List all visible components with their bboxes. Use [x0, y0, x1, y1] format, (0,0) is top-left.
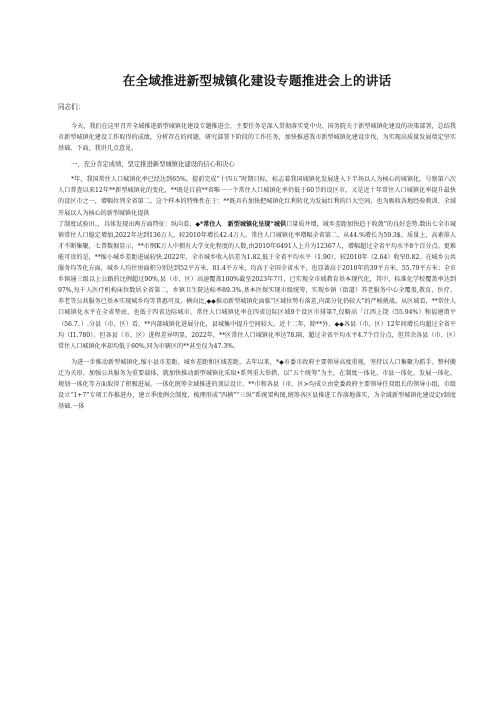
- paragraph-3: 为进一步推动新型城镇化.缩小县市差距、城乡差距和区域差距，去年以来，*◆市委市政府主要领导高度重视，坚持以人口集聚为抓手、整村搬迁为关形、加强公共服务为重要载体，就加快推动新型城镇化采取•系列重大举措，以“五个统筹”为主，在制度一体化、市县一体化、发展一体化、规划一体化等方面取得了积极进展。一体化统筹全域推进的顶层设计。**市和各县（市、区>均成立由党委政府主要领导任双组长的领导小组，市级设立“1+7”专项工作推进办，建立季度例会制度，梳理形成“四横”“三纵”系统架构图,统筹各区县推进工作落地落实，为全域新型城镇化建设定r制度基础.一体: [58, 358, 456, 411]
- paragraph-2-body: 口量质并增，城乡差距加快趋于收敛”的良好态势.数出七全市城镇常住人口稳定增加,2022年达到136万人，较2010年增长42.4万人。常住人口城镇化率增幅全省第二，从44.%增长为59.3$。质量上，高素俳人才不断集聚，七普数据显示，**市悯K万人中拥有大学文化程度的人数,由2010年6491人上升为12367人，增幅超过全省平均水平8个百分点。更难能可贵的是，**缩小城乡差距进展较快.2022年，全市城乡收入倍差为1.82,低于全省平均水平（1.90），较2010年（2.64）收窄0.82。在城乡公共服务均等化方面，城乡人均住房面积分别达到52平方米、81.4平方米，均高于全国全省水平，也显著高于2010年的39平方米、55.79平方米；全市乡镇通三级以上公路的比例超过90%,县（市、区）高速覆盖100%截至2023年7月，已实现全市域教育基本现代化，其中，标准化学校覆盖率达到97%,每千人医疗机构床位数居全省第二，乡镇卫生院达标率89.3%,基本医保实现市级统筹，实现乡镇（街道）养老服务中心全覆盖,教育、医疗、养老等公共服务已基本实现城乡均等普惠可及。横向比,◆◆推动新型城镇化面临“区域位势有落差,内部分化仍较大”的严峻挑战。从区域看，**常住人口城镇化水平在全省垫底，也低于四省边际城市，常住人口城镇化率在四省边际区域9个设区市排第7,仅略高「江西上饶（55.94%）和福建莆平（56.7。）.分县（市、区）看，**内部城镇化进展分化，县城集中提升空间较大。近十二年，除**外，◆◆各县（市、区）12年间增长均超过全省平均（I1.780）。但各县（市、区）进程差异明显，2022年，**区常住人口城镇化率达78.隔，超过全省平均水平4.7个百分点，但其余各县（市、区）常住人口城镇化率却均低于60%,同为市辖区的**甚至仅为47.3%。: [58, 220, 456, 350]
- paragraph-2-lead: 了制度试验田。，具体发现出两方面特征：纵向看，: [58, 220, 196, 228]
- section-heading-1: 一、充分肯定成绩，坚定推进新型城镇化建设的信心和决心: [71, 161, 235, 169]
- paragraph-2-highlight: ◆*常住人 新型城镇化呈现“城供: [195, 220, 287, 228]
- intro-paragraph: 今天，我们在这里召开全域推进新型城镇化建设专题推进会，主要任务是深入贯彻落实党中央、国务院关于新型城镇化建设的决策部署，总结我市新型城镇化建设工作取得的成绩，分析存在的问题，研究部署下阶段的工作任务，加快推进我市新型城镇化建设步伐，为实现高质量发展奠定坚实基础。下面，我讲几点意见。: [58, 123, 456, 153]
- paragraph-2: [58, 219, 456, 352]
- page-title: 在全域推进新型城镇化建设专题推进会上的讲话: [122, 73, 392, 88]
- greeting: 同志们：: [58, 103, 85, 111]
- document-page: [58, 70, 456, 412]
- paragraph-1: *年，我国常住人口城镇化率已经达到65%，提前完成“十四五”时期目标，标志着我国城镇化发展进入下半场以人为核心的城镇化。号察第六次人口普查以来12年**新型城镇化的变化，**既是目前**省唯一一个常住人口城镇化率仍低于60节的设区市，又是近十年常住人口城镇化率提升最快的设区市之一，增幅位列全省第二。这个样本的特殊性在于：**既具有加快把城镇化红利转化为发展红利的巨大空间，也为吸收各地经验教训、全域开展以人为核心的新型城镇化提供: [58, 176, 456, 217]
